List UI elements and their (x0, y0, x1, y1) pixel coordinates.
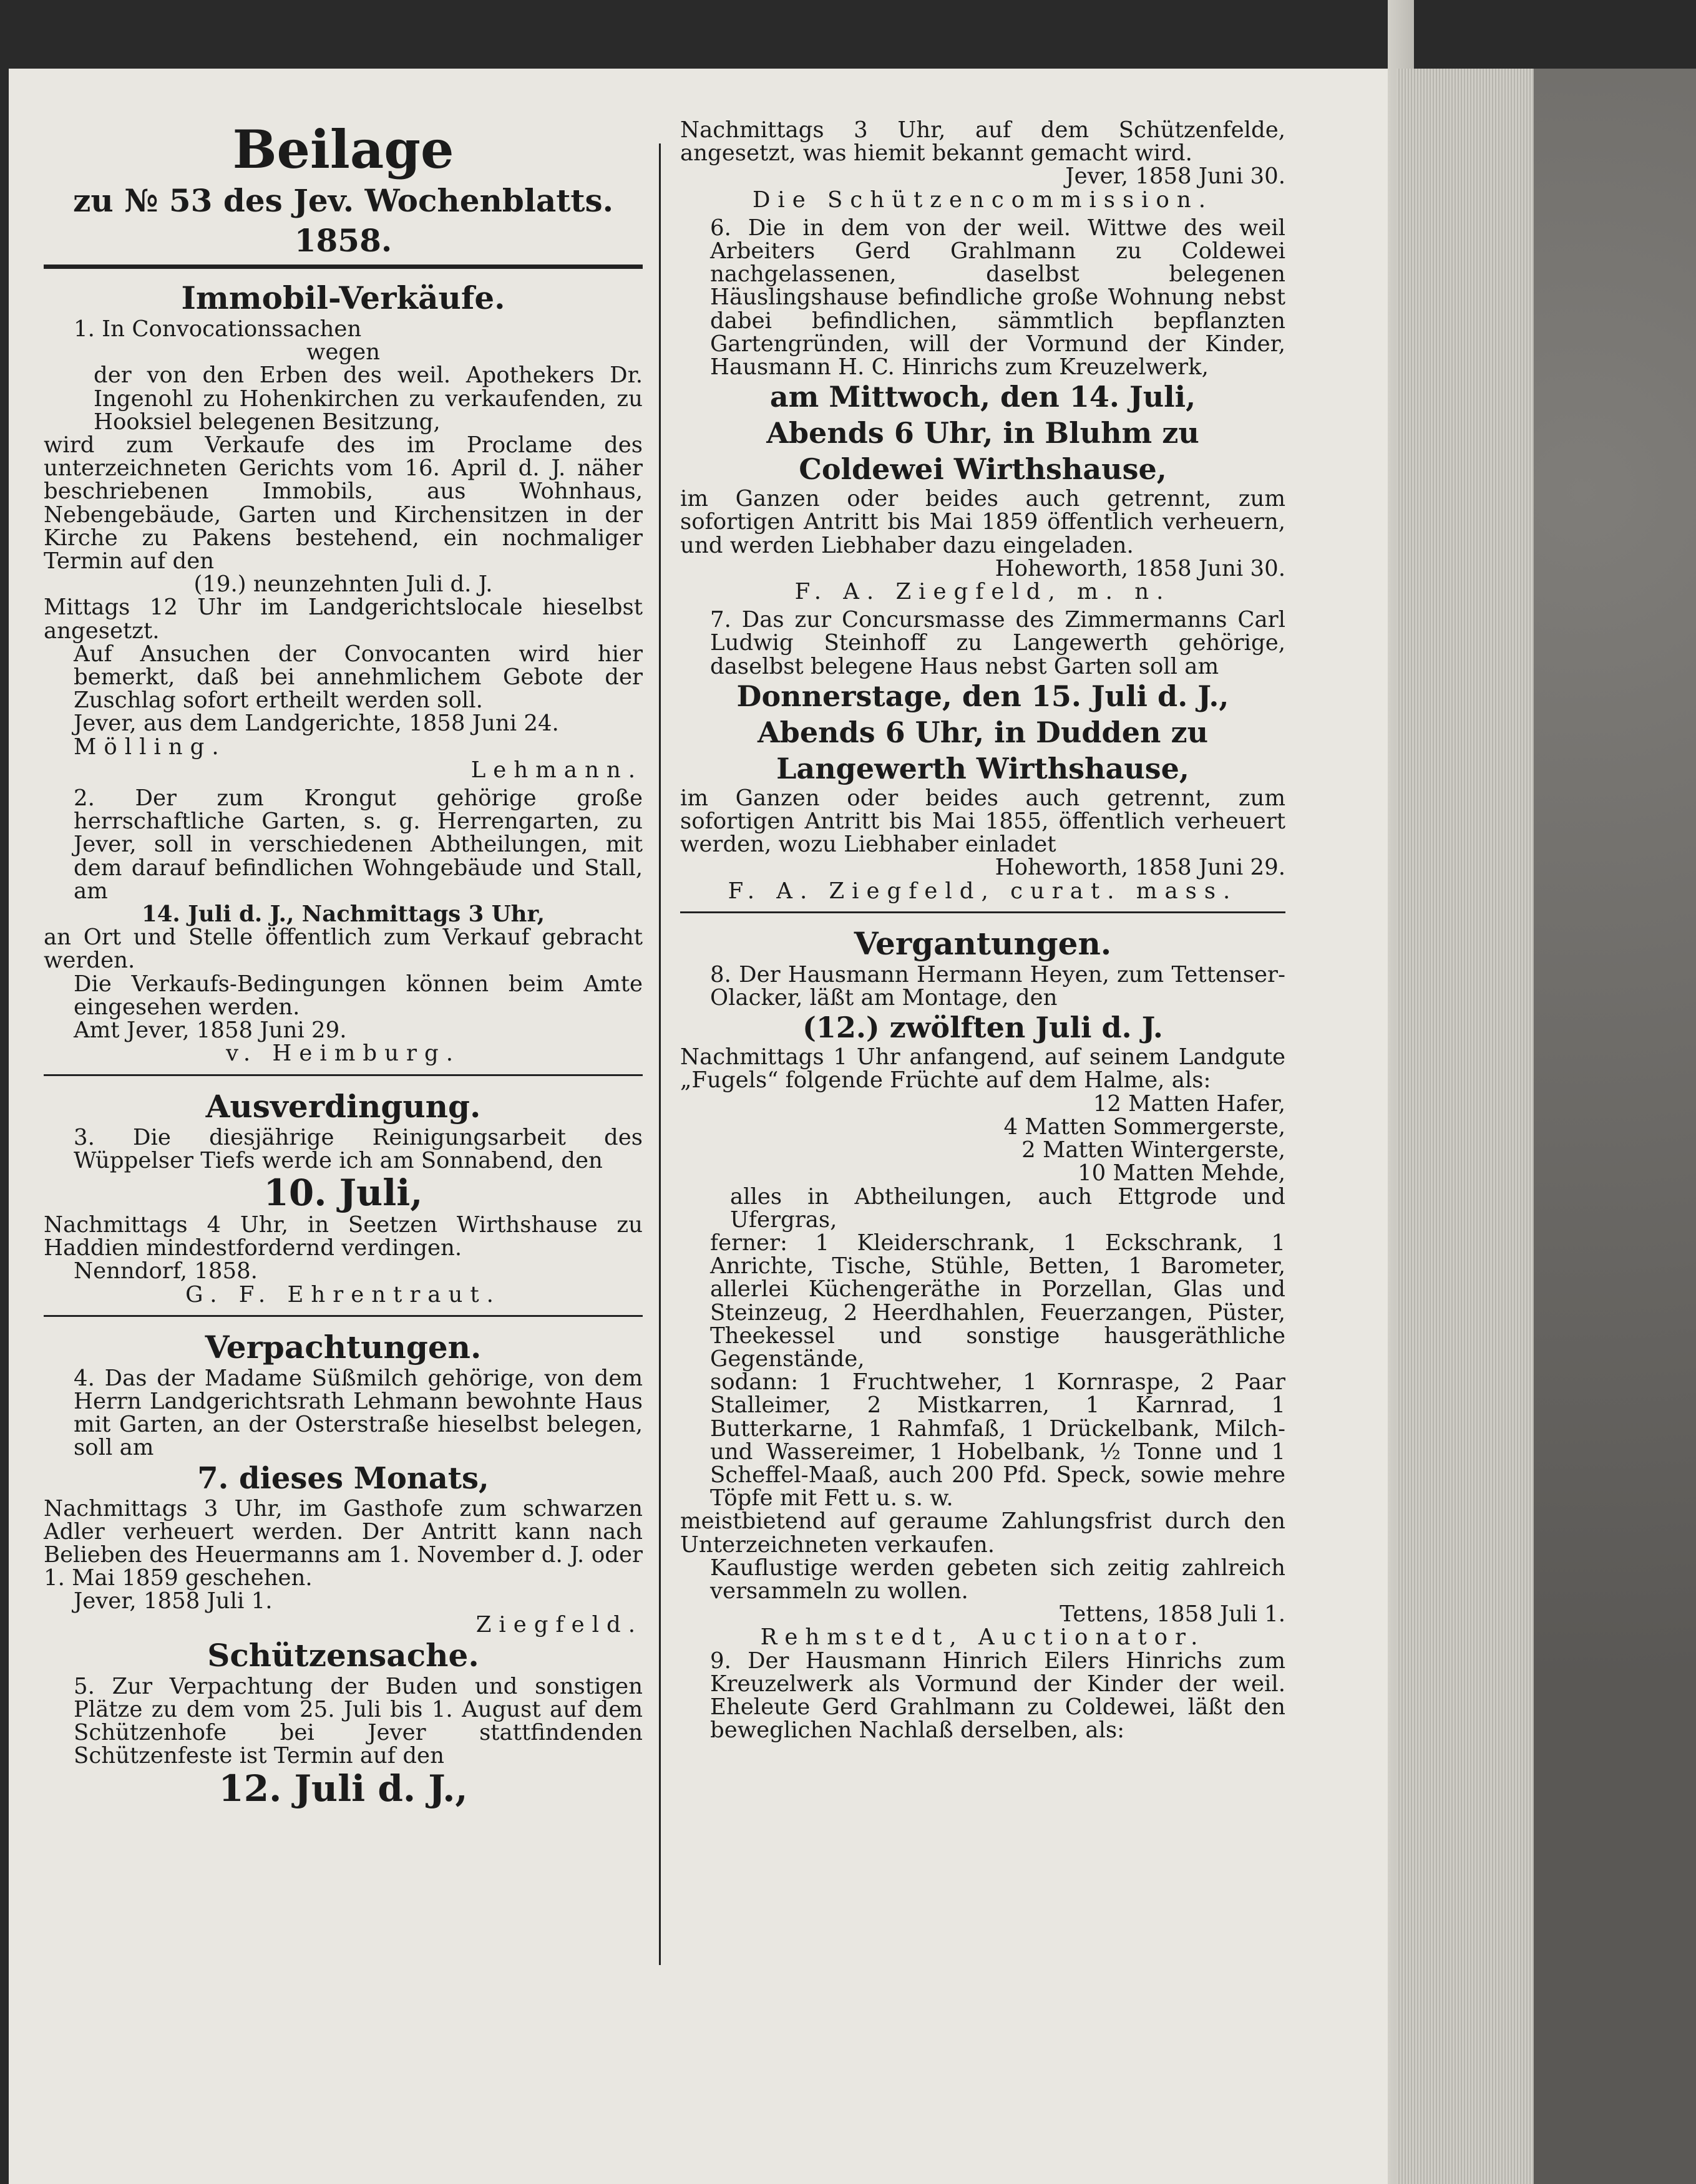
notice-1-signature: Mölling. (74, 734, 227, 760)
notice-5-place-date: Jever, 1858 Juni 30. (1065, 163, 1285, 190)
notice-4-text: 4. Das der Madame Süßmilch gehörige, von dem Herrn Landgerichtsrath Lehmann bewohnte Haus mit Garten, an der Osterstraße hieselbst belegen, soll am (74, 1365, 643, 1461)
divider (44, 265, 643, 269)
section-heading: Ausverdingung. (205, 1087, 481, 1125)
crop-item: 4 Matten Sommergerste, (1003, 1114, 1285, 1140)
notice-9-text: 9. Der Hausmann Hinrich Eilers Hinrichs zum Kreuzelwerk als Vormund der Kinder der weil. Eheleute Gerd Grahlmann zu Coldewei, läßt den beweglichen Nachlaß derselben, als: (710, 1648, 1285, 1744)
left-column (44, 119, 643, 1809)
notice-8-text: alles in Abtheilungen, auch Ettgrode und Ufergras, (730, 1183, 1285, 1233)
divider (44, 1074, 643, 1076)
book-cover (1534, 69, 1696, 2184)
notice-8-signature: Rehmstedt, Auctionator. (760, 1624, 1206, 1651)
notice-5-text: 5. Zur Verpachtung der Buden und sonstigen Plätze zu dem vom 25. Juli bis 1. August auf dem Schützenhofe bei Jever stattfindenden Schützenfeste ist Termin auf den (74, 1673, 643, 1769)
notice-8-place-date: Tettens, 1858 Juli 1. (1060, 1601, 1285, 1628)
notice-2-signature: v. Heimburg. (226, 1041, 461, 1067)
notice-3-date: 10. Juli, (263, 1171, 423, 1214)
notice-4-text: Nachmittags 3 Uhr, im Gasthofe zum schwarzen Adler verheuert werden. Der Antritt kann nach Belieben des Heuermanns am 1. November d. J. oder 1. Mai 1859 geschehen. (44, 1495, 643, 1591)
notice-2-date: 14. Juli d. J., Nachmittags 3 Uhr, (142, 901, 545, 928)
notice-7-date: Abends 6 Uhr, in Dudden zu (757, 715, 1209, 749)
notice-2-text: 2. Der zum Krongut gehörige große herrschaftliche Garten, s. g. Herrengarten, zu Jever, soll in verschiedenen Abtheilungen, mit dem darauf befindlichen Wohngebäude und Stall, am (74, 785, 643, 904)
divider (680, 911, 1285, 913)
notice-3-signature: G. F. Ehrentraut. (185, 1281, 501, 1308)
notice-8-text: ferner: 1 Kleiderschrank, 1 Eckschrank, 1 Anrichte, Tische, Stühle, Betten, 1 Barometer, allerlei Küchengeräthe in Porzellan, Glas und Steinzeug, 2 Heerdhahlen, Feuerzangen, Püster, Theekessel und sonstige hausgeräthliche Gegenstände, (710, 1230, 1285, 1372)
crop-item: 2 Matten Wintergerste, (1021, 1137, 1285, 1163)
section-heading: Immobil-Verkäufe. (181, 279, 505, 316)
page-subtitle: zu № 53 des Jev. Wochenblatts. 1858. (72, 182, 613, 259)
notice-2-text: an Ort und Stelle öffentlich zum Verkauf gebracht werden. (44, 925, 643, 974)
notice-8-text: sodann: 1 Fruchtweher, 1 Kornraspe, 2 Paar Stalleimer, 2 Mistkarren, 1 Karnrad, 1 Butterkarne, 1 Rahmfaß, 1 Drückelbank, Milch- und Wassereimer, 1 Hobelbank, ½ Tonne und 1 Scheffel-Maaß, auch 200 Pfd. Speck, sowie mehre Töpfe mit Fett u. s. w. (710, 1369, 1285, 1512)
notice-8-text: Nachmittags 1 Uhr anfangend, auf seinem Landgute „Fugels“ folgende Früchte auf dem Halme, als: (680, 1044, 1285, 1094)
notice-7-date: Langewerth Wirthshause, (776, 751, 1189, 785)
notice-5-signature: Die Schützencommission. (752, 187, 1214, 213)
notice-5-continued: Nachmittags 3 Uhr, auf dem Schützenfelde, angesetzt, was hiemit bekannt gemacht wird. (680, 117, 1285, 167)
notice-7-place-date: Hoheworth, 1858 Juni 29. (995, 855, 1285, 881)
section-heading: Vergantungen. (854, 925, 1112, 962)
section-heading: Schützensache. (207, 1636, 479, 1674)
notice-6-signature: F. A. Ziegfeld, m. n. (794, 579, 1171, 605)
notice-1-text: wegen (306, 339, 380, 366)
notice-3-place-date: Nenndorf, 1858. (74, 1258, 258, 1284)
notice-7-date: Donnerstage, den 15. Juli d. J., (736, 679, 1229, 713)
notice-7-text: im Ganzen oder beides auch getrennt, zum sofortigen Antritt bis Mai 1855, öffentlich verheuert werden, wozu Liebhaber einladet (680, 785, 1285, 858)
notice-4-place-date: Jever, 1858 Juli 1. (74, 1588, 273, 1614)
notice-1-text: wird zum Verkaufe des im Proclame des unterzeichneten Gerichts vom 16. April d. J. näher beschriebenen Immobils, aus Wohnhaus, Nebengebäude, Garten und Kirchensitzen in der Kirche zu Pakens bestehend, ein nochmaliger Termin auf den (44, 432, 643, 575)
notice-8-text: Kauflustige werden gebeten sich zeitig zahlreich versammeln zu wollen. (710, 1555, 1285, 1604)
notice-6-date: Coldewei Wirthshause, (799, 452, 1167, 487)
notice-8-date: (12.) zwölften Juli d. J. (802, 1011, 1163, 1045)
crop-item: 12 Matten Hafer, (1093, 1090, 1285, 1117)
divider (44, 1315, 643, 1317)
notice-6-date: Abends 6 Uhr, in Bluhm zu (766, 416, 1199, 450)
section-heading: Verpachtungen. (205, 1328, 482, 1366)
crop-item: 10 Matten Mehde, (1078, 1160, 1285, 1187)
book-page-edges (1396, 69, 1534, 2184)
notice-2-place-date: Amt Jever, 1858 Juni 29. (74, 1017, 347, 1044)
notice-5-date: 12. Juli d. J., (218, 1767, 468, 1810)
notice-1-text: der von den Erben des weil. Apothekers Dr. Ingenohl zu Hohenkirchen zu verkaufenden, zu Hooksiel belegenen Besitzung, (94, 362, 643, 435)
notice-1-date: (19.) neunzehnten Juli d. J. (193, 571, 493, 598)
notice-7-text: 7. Das zur Concursmasse des Zimmermanns Carl Ludwig Steinhoff zu Langewerth gehörige, daselbst belegene Haus nebst Garten soll am (710, 607, 1285, 679)
column-divider (659, 143, 661, 1965)
notice-1-text: Mittags 12 Uhr im Landgerichtslocale hieselbst angesetzt. (44, 595, 643, 644)
notice-1-place-date: Jever, aus dem Landgerichte, 1858 Juni 24. (74, 711, 559, 737)
notice-2-text: Die Verkaufs-Bedingungen können beim Amte eingesehen werden. (74, 971, 643, 1020)
notice-4-date: 7. dieses Monats, (197, 1460, 489, 1496)
notice-8-text: 8. Der Hausmann Hermann Heyen, zum Tettenser-Olacker, läßt am Montage, den (710, 961, 1285, 1011)
notice-3-text: Nachmittags 4 Uhr, in Seetzen Wirthshause zu Haddien mindestfordernd verdingen. (44, 1211, 643, 1261)
notice-1-opening: 1. In Convocationssachen (74, 316, 362, 342)
page-title: Beilage (232, 119, 454, 180)
notice-6-date: am Mittwoch, den 14. Juli, (769, 380, 1196, 414)
notice-4-signature: Ziegfeld. (475, 1611, 643, 1638)
right-column (680, 119, 1285, 1742)
notice-6-text: 6. Die in dem von der weil. Wittwe des weil Arbeiters Gerd Grahlmann zu Coldewei nachgelassenen, daselbst belegenen Häuslingshause befindliche große Wohnung nebst dabei befindlichen, sämmtlich bepflanzten Gartengründen, will der Vormund der Kinder, Hausmann H. C. Hinrichs zum Kreuzelwerk, (710, 215, 1285, 381)
notice-3-text: 3. Die diesjährige Reinigungsarbeit des Wüppelser Tiefs werde ich am Sonnabend, den (74, 1124, 643, 1173)
notice-1-signature: Lehmann. (470, 757, 643, 783)
notice-1-text: Auf Ansuchen der Convocanten wird hier bemerkt, daß bei annehmlichem Gebote der Zuschlag sofort ertheilt werden soll. (74, 641, 643, 714)
notice-7-signature: F. A. Ziegfeld, curat. mass. (728, 878, 1238, 904)
notice-6-text: im Ganzen oder beides auch getrennt, zum sofortigen Antritt bis Mai 1859 öffentlich verheuern, und werden Liebhaber dazu eingeladen. (680, 486, 1285, 558)
notice-8-text: meistbietend auf geraume Zahlungsfrist durch den Unterzeichneten verkaufen. (680, 1508, 1285, 1558)
notice-6-place-date: Hoheworth, 1858 Juni 30. (995, 555, 1285, 581)
